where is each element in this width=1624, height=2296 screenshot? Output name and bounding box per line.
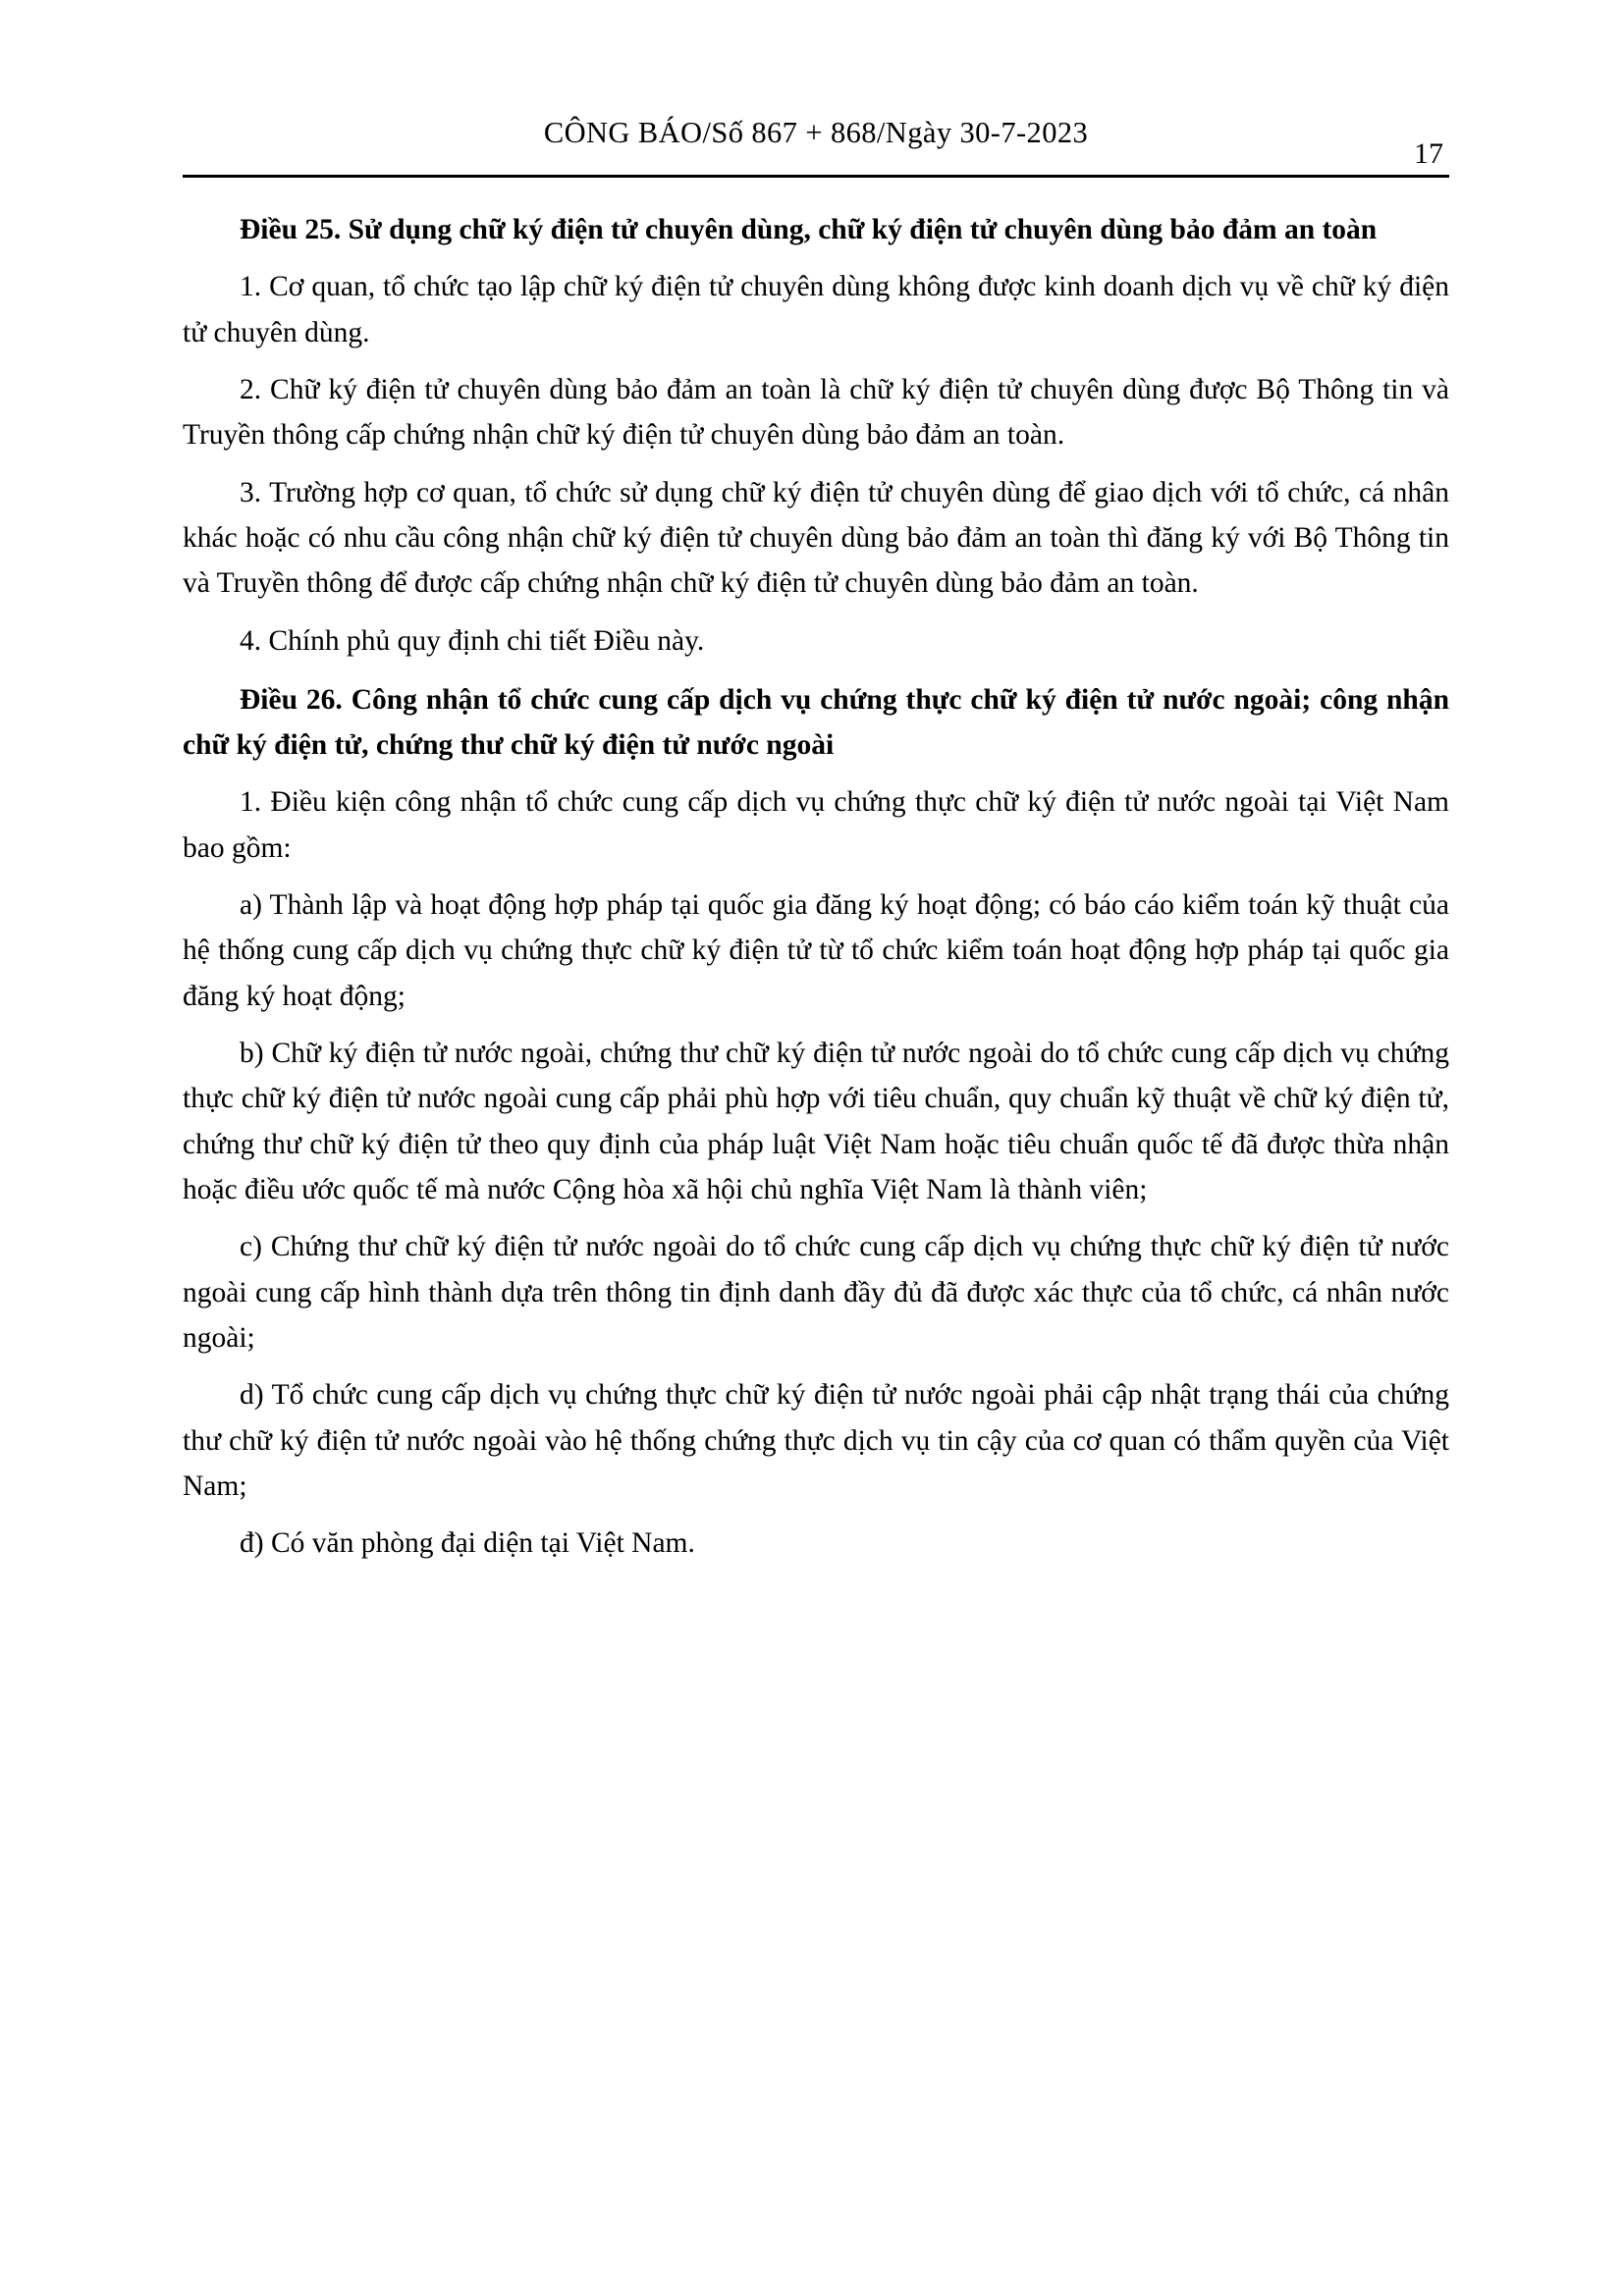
article-heading-26: Điều 26. Công nhận tổ chức cung cấp dịch vụ chứng thực chữ ký điện tử nước ngoài; công nhận chữ ký điện tử, chứng thư chữ ký điện tử nước ngoài	[183, 683, 1449, 762]
paragraph-25-2: 2. Chữ ký điện tử chuyên dùng bảo đảm an toàn là chữ ký điện tử chuyên dùng được Bộ Thông tin và Truyền thông cấp chứng nhận chữ ký điện tử chuyên dùng bảo đảm an toàn.	[183, 373, 1449, 452]
paragraph-26-1: 1. Điều kiện công nhận tổ chức cung cấp dịch vụ chứng thực chữ ký điện tử nước ngoài tại Việt Nam bao gồm:	[183, 786, 1449, 864]
page-header	[183, 116, 1449, 171]
page-content	[183, 116, 1449, 1568]
page-number: 17	[1414, 137, 1443, 170]
paragraph-26-1-c: c) Chứng thư chữ ký điện tử nước ngoài do tổ chức cung cấp dịch vụ chứng thực chữ ký điện tử nước ngoài cung cấp hình thành dựa trên thông tin định danh đầy đủ đã được xác thực của tổ chức, cá nhân nước ngoài;	[183, 1231, 1449, 1354]
paragraph-25-1: 1. Cơ quan, tổ chức tạo lập chữ ký điện tử chuyên dùng không được kinh doanh dịch vụ về chữ ký điện tử chuyên dùng.	[183, 271, 1449, 348]
article-heading-25: Điều 25. Sử dụng chữ ký điện tử chuyên dùng, chữ ký điện tử chuyên dùng bảo đảm an toàn	[240, 214, 1378, 245]
paragraph-26-1-a: a) Thành lập và hoạt động hợp pháp tại quốc gia đăng ký hoạt động; có báo cáo kiểm toán kỹ thuật của hệ thống cung cấp dịch vụ chứng thực chữ ký điện tử từ tổ chức kiểm toán hoạt động hợp pháp tại quốc gia đăng ký hoạt động;	[183, 889, 1449, 1012]
paragraph-26-1-d: d) Tổ chức cung cấp dịch vụ chứng thực chữ ký điện tử nước ngoài phải cập nhật trạng thái của chứng thư chữ ký điện tử nước ngoài vào hệ thống chứng thực dịch vụ tin cậy của cơ quan có thẩm quyền của Việt Nam;	[183, 1379, 1449, 1502]
paragraph-25-4: 4. Chính phủ quy định chi tiết Điều này.	[240, 624, 705, 657]
document-body	[183, 207, 1449, 1566]
paragraph-25-3: 3. Trường hợp cơ quan, tổ chức sử dụng chữ ký điện tử chuyên dùng để giao dịch với tổ chức, cá nhân khác hoặc có nhu cầu công nhận chữ ký điện tử chuyên dùng bảo đảm an toàn thì đăng ký với Bộ Thông tin và Truyền thông để được cấp chứng nhận chữ ký điện tử chuyên dùng bảo đảm an toàn.	[183, 476, 1449, 600]
header-divider	[183, 175, 1449, 178]
paragraph-26-1-dd: đ) Có văn phòng đại diện tại Việt Nam.	[240, 1527, 695, 1560]
paragraph-26-1-b: b) Chữ ký điện tử nước ngoài, chứng thư chữ ký điện tử nước ngoài do tổ chức cung cấp dịch vụ chứng thực chữ ký điện tử nước ngoài cung cấp phải phù hợp với tiêu chuẩn, quy chuẩn kỹ thuật về chữ ký điện tử, chứng thư chữ ký điện tử theo quy định của pháp luật Việt Nam hoặc tiêu chuẩn quốc tế đã được thừa nhận hoặc điều ước quốc tế mà nước Cộng hòa xã hội chủ nghĩa Việt Nam là thành viên;	[183, 1038, 1449, 1205]
header-title: CÔNG BÁO/Số 867 + 868/Ngày 30-7-2023	[543, 116, 1089, 149]
